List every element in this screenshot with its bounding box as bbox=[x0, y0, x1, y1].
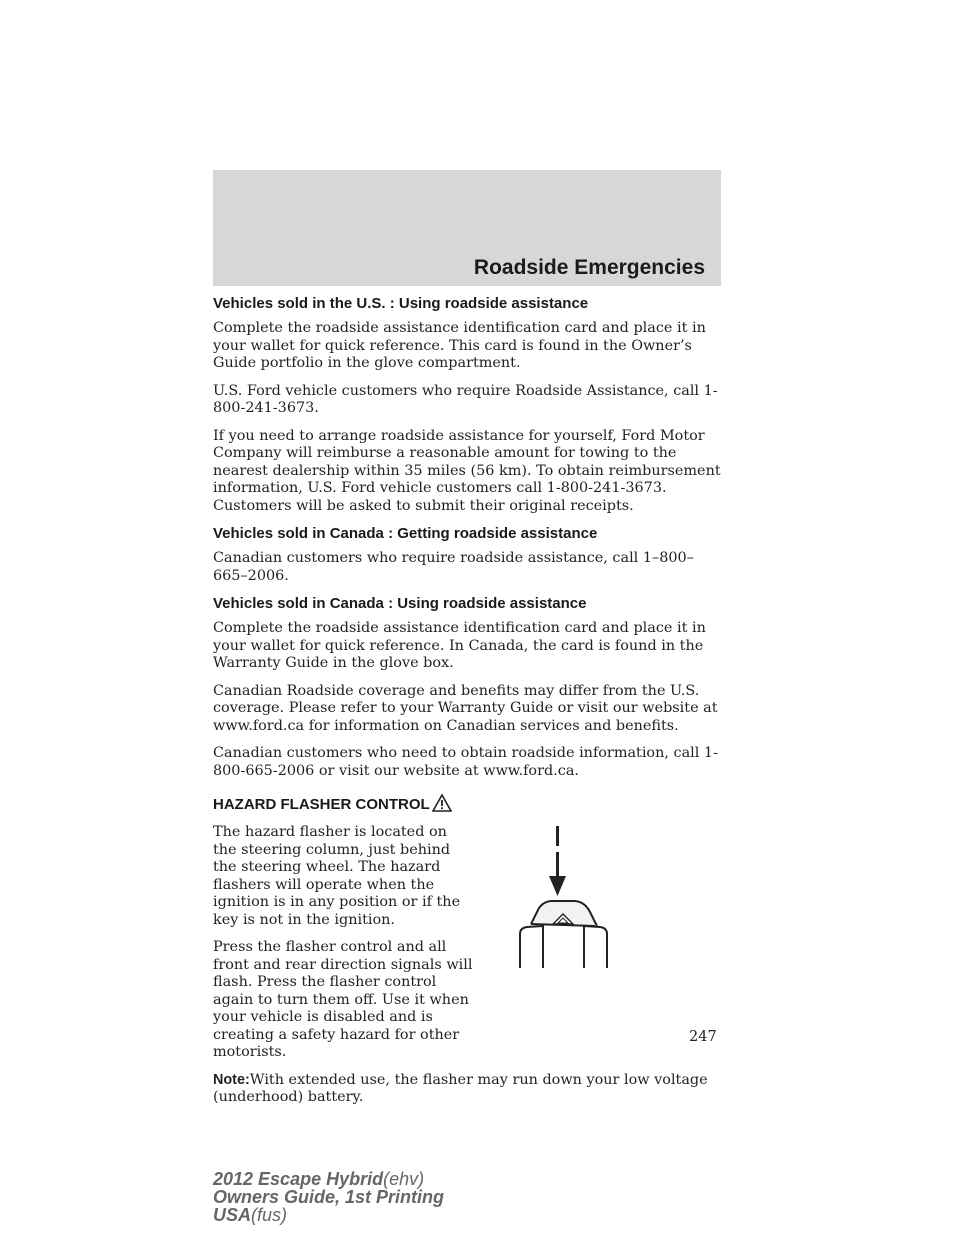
paragraph: U.S. Ford vehicle customers who require Roadside Assistance, call 1-800-241-3673. bbox=[213, 382, 718, 416]
hazard-flasher-illustration bbox=[475, 806, 721, 996]
footer bbox=[213, 1170, 444, 1224]
hazard-figure-column bbox=[475, 824, 721, 1072]
hazard-heading-text: HAZARD FLASHER CONTROL bbox=[213, 796, 430, 813]
page-content bbox=[213, 295, 721, 1117]
hazard-columns bbox=[213, 824, 721, 1072]
warning-triangle-icon bbox=[432, 794, 452, 816]
section-heading-canada-using: Vehicles sold in Canada : Using roadside assistance bbox=[213, 595, 587, 612]
section-heading-us-using: Vehicles sold in the U.S. : Using roadside assistance bbox=[213, 295, 589, 312]
paragraph: Complete the roadside assistance identification card and place it in your wallet for quick reference. In Canada, the card is found in the Warranty Guide in the glove box. bbox=[213, 620, 706, 671]
footer-model-code: (ehv) bbox=[383, 1169, 425, 1189]
footer-printing: Owners Guide, 1st Printing bbox=[213, 1187, 445, 1207]
page-title: Roadside Emergencies bbox=[473, 256, 705, 279]
paragraph: Canadian customers who need to obtain roadside information, call 1-800-665-2006 or visit our website at www.ford.ca. bbox=[213, 745, 718, 779]
section-heading-canada-getting: Vehicles sold in Canada : Getting roadside assistance bbox=[213, 525, 598, 542]
paragraph: Complete the roadside assistance identification card and place it in your wallet for quick reference. This card is found in the Owner’s Guide portfolio in the glove compartment. bbox=[213, 320, 706, 371]
page-header-band bbox=[213, 170, 721, 286]
paragraph: Press the flasher control and all front and rear direction signals will flash. Press the flasher control again to turn them off. Use it when your vehicle is disabled and is creating a safety hazard for other motorists. bbox=[213, 939, 473, 1060]
page-number: 247 bbox=[689, 1029, 717, 1045]
hazard-text-column bbox=[213, 824, 475, 1072]
paragraph: If you need to arrange roadside assistance for yourself, Ford Motor Company will reimburse a reasonable amount for towing to the nearest dealership within 35 miles (56 km). To obtain reimbursement information, U.S. Ford vehicle customers call 1-800-241-3673. Customers will be asked to submit their original receipts. bbox=[213, 427, 721, 514]
paragraph: Canadian Roadside coverage and benefits may differ from the U.S. coverage. Please refer to your Warranty Guide or visit our website at www.ford.ca for information on Canadian services and benefits. bbox=[213, 682, 718, 734]
note-text: With extended use, the flasher may run down your low voltage (underhood) battery. bbox=[213, 1071, 708, 1105]
paragraph: The hazard flasher is located on the steering column, just behind the steering wheel. The hazard flashers will operate when the ignition is in any position or if the key is not in the ignition. bbox=[213, 824, 461, 928]
paragraph: Canadian customers who require roadside assistance, call 1–800–665–2006. bbox=[213, 550, 694, 584]
footer-market: USA bbox=[213, 1205, 252, 1225]
note-paragraph bbox=[213, 1072, 721, 1107]
footer-model: 2012 Escape Hybrid bbox=[213, 1169, 384, 1189]
note-label: Note: bbox=[213, 1071, 250, 1088]
footer-market-code: (fus) bbox=[251, 1205, 288, 1225]
